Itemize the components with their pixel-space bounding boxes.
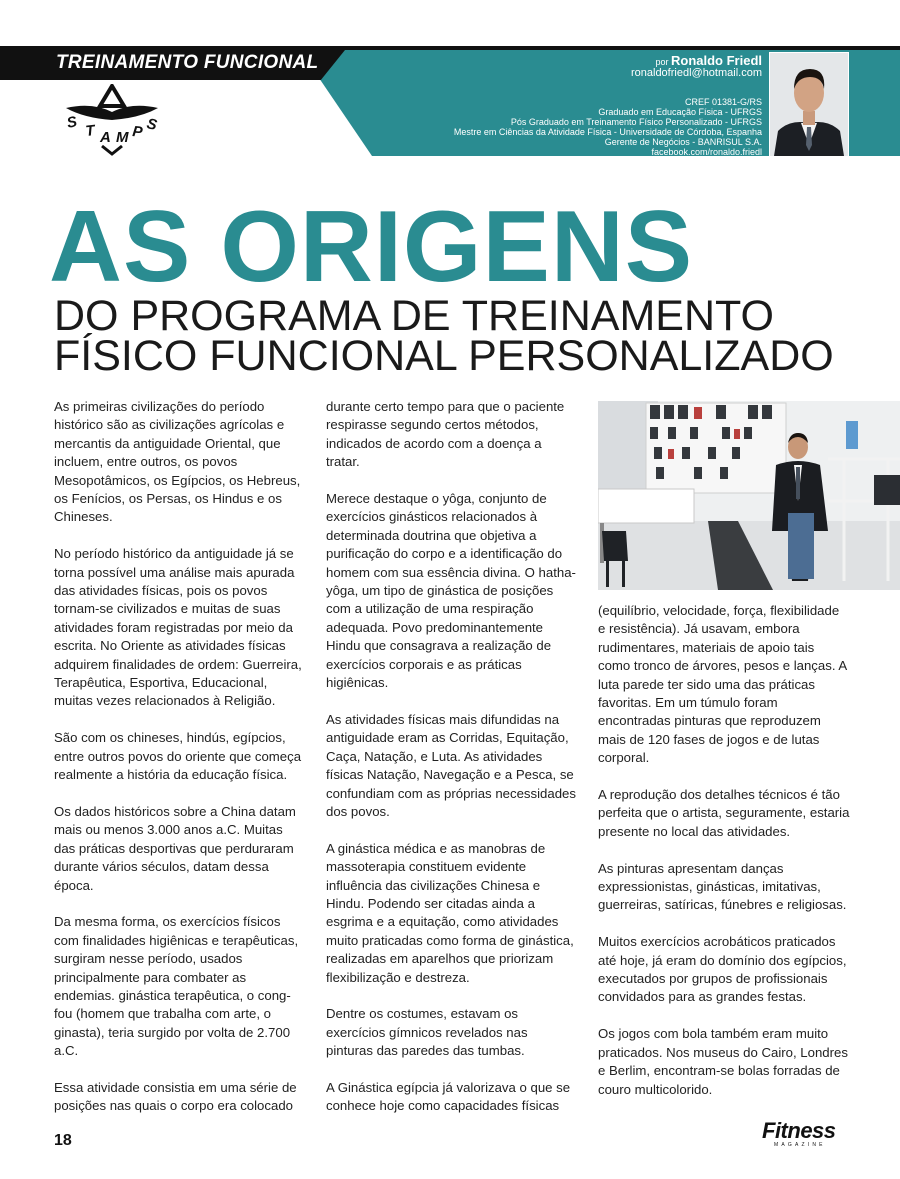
- header-rule: [0, 46, 900, 50]
- article-column-3: [598, 602, 850, 1117]
- paragraph: Dentre os costumes, estavam os exercícios gímnicos revelados nas pinturas das paredes das tumbas.: [326, 1006, 528, 1059]
- studio-photo: [598, 401, 900, 590]
- author-name: Ronaldo Friedl: [671, 53, 762, 68]
- author-prefix: por: [655, 57, 669, 67]
- paragraph: As pinturas apresentam danças expressionistas, ginásticas, imitativas, guerreiras, satíricas, fúnebres e religiosas.: [598, 860, 847, 913]
- section-title: TREINAMENTO FUNCIONAL: [56, 52, 319, 73]
- svg-text:A: A: [100, 129, 111, 146]
- paragraph: As atividades físicas mais difundidas na antiguidade eram as Corridas, Equitação, Caça, Natação, e Luta. As atividades físicas Natação, Navegação e a Pesca, se confundiam com as próprias necessidades dos povos.: [326, 711, 576, 819]
- credential-line: Mestre em Ciências da Atividade Física - Universidade de Córdoba, Espanha: [453, 127, 762, 137]
- credential-line: Pós Graduado em Treinamento Físico Personalizado - UFRGS: [510, 117, 762, 127]
- paragraph: Muitos exercícios acrobáticos praticados até hoje, já eram do domínio dos egípcios, executados por grupos de profissionais convidados para as grandes festas.: [598, 934, 847, 1005]
- paragraph: A ginástica médica e as manobras de massoterapia constituem evidente influência das civilizações Chinesa e Hindu. Podendo ser citadas ainda a esgrima e a equitação, como atividades muito praticadas como forma de ginástica, realizadas em aparelhos que priorizam flexibilização e destreza.: [326, 840, 574, 985]
- author-block: [453, 53, 762, 157]
- paragraph: A reprodução dos detalhes técnicos é tão perfeita que o artista, seguramente, estaria presente no local das atividades.: [598, 787, 850, 839]
- article-subtitle: [54, 292, 874, 380]
- svg-text:S: S: [65, 113, 79, 132]
- article-column-1: [54, 398, 306, 1134]
- paragraph: No período histórico da antiguidade já se torna possível uma análise mais apurada das atividades físicas, pois os povos tornam-se civilizados e muitas de suas atividades foram registradas por meio da escrita. No Oriente as atividades físicas adquirem finalidades de ordem: Guerreira, Terapêutica, Esportiva, Educacional, muitas vezes relacionados à Religião.: [54, 546, 302, 709]
- author-portrait: [769, 52, 849, 157]
- credential-line: CREF 01381-G/RS: [684, 97, 762, 107]
- credential-line: Gerente de Negócios - BANRISUL S.A.: [604, 137, 762, 147]
- page-number: 18: [54, 1132, 72, 1149]
- paragraph: Merece destaque o yôga, conjunto de exercícios ginásticos relacionados à determinada doutrina que objetiva a purificação do corpo e a identificação do homem com sua essência divina. O hatha-yôga, um tipo de ginástica de posições com a utilização de uma respiração adequada. Povo predominantemente Hindu que consagrava a realização de exercícios corporais e as práticas higiênicas.: [326, 491, 576, 691]
- paragraph: (equilíbrio, velocidade, força, flexibilidade e resistência). Já usavam, embora rudimentares, materiais de apoio tais como tronco de árvores, pesos e lanças. A luta parede ter sido uma das práticas favoritas. Em um túmulo foram encontradas pinturas que reproduzem mais de 120 fases de jogos e de lutas corporal.: [598, 603, 847, 766]
- article-column-2: [326, 398, 578, 1134]
- credential-line: Graduado em Educação Física - UFRGS: [598, 107, 762, 117]
- paragraph: Os jogos com bola também eram muito praticados. Nos museus do Cairo, Londres e Berlim, encontram-se bolas forradas de couro multicolorido.: [598, 1026, 848, 1097]
- facebook-link[interactable]: facebook.com/ronaldo.friedl: [651, 147, 762, 157]
- stamps-logo-icon: [62, 84, 162, 156]
- brand-name: Fitness: [762, 1118, 836, 1143]
- svg-text:T: T: [84, 122, 96, 140]
- paragraph: Da mesma forma, os exercícios físicos com finalidades higiênicas e terapêuticas, surgiram nesse período, usados principalmente para combater as endemias. ginástica terapêutica, o cong-fou (homem que trabalha com arte, o ginasta), teria surgido por volta de 2.700 a.C.: [54, 914, 299, 1059]
- svg-text:S: S: [145, 115, 159, 134]
- svg-text:M: M: [116, 129, 129, 146]
- paragraph: As primeiras civilizações do período histórico são as civilizações agrícolas e mercantis da antiguidade Oriental, que incluem, entre outros, os povos Mesopotâmicos, os Egípcios, os Hebreus, os Fenícios, os Persas, os Hindus e os Chineses.: [54, 399, 301, 525]
- svg-text:P: P: [131, 123, 144, 142]
- brand-subtitle: MAGAZINE: [774, 1142, 826, 1148]
- paragraph: Essa atividade consistia em uma série de posições nas quais o corpo era colocado: [54, 1079, 297, 1114]
- paragraph: durante certo tempo para que o paciente respirasse segundo certos métodos, indicados de acordo com a doença a tratar.: [326, 399, 565, 470]
- paragraph: A Ginástica egípcia já valorizava o que se conhece hoje como capacidades físicas: [326, 1079, 571, 1114]
- author-email[interactable]: ronaldofriedl@hotmail.com: [630, 67, 762, 79]
- paragraph: Os dados históricos sobre a China datam mais ou menos 3.000 anos a.C. Muitas das práticas desportivas que perduraram durante vários séculos, datam dessa época.: [54, 803, 296, 893]
- subtitle-line: DO PROGRAMA DE TREINAMENTO: [54, 292, 774, 340]
- paragraph: São com os chineses, hindús, egípcios, entre outros povos do oriente que começa realmente a história da educação física.: [54, 730, 302, 783]
- fitness-magazine-logo: [762, 1120, 848, 1150]
- subtitle-line: FÍSICO FUNCIONAL PERSONALIZADO: [54, 332, 834, 380]
- article-title: AS ORIGENS: [49, 191, 694, 303]
